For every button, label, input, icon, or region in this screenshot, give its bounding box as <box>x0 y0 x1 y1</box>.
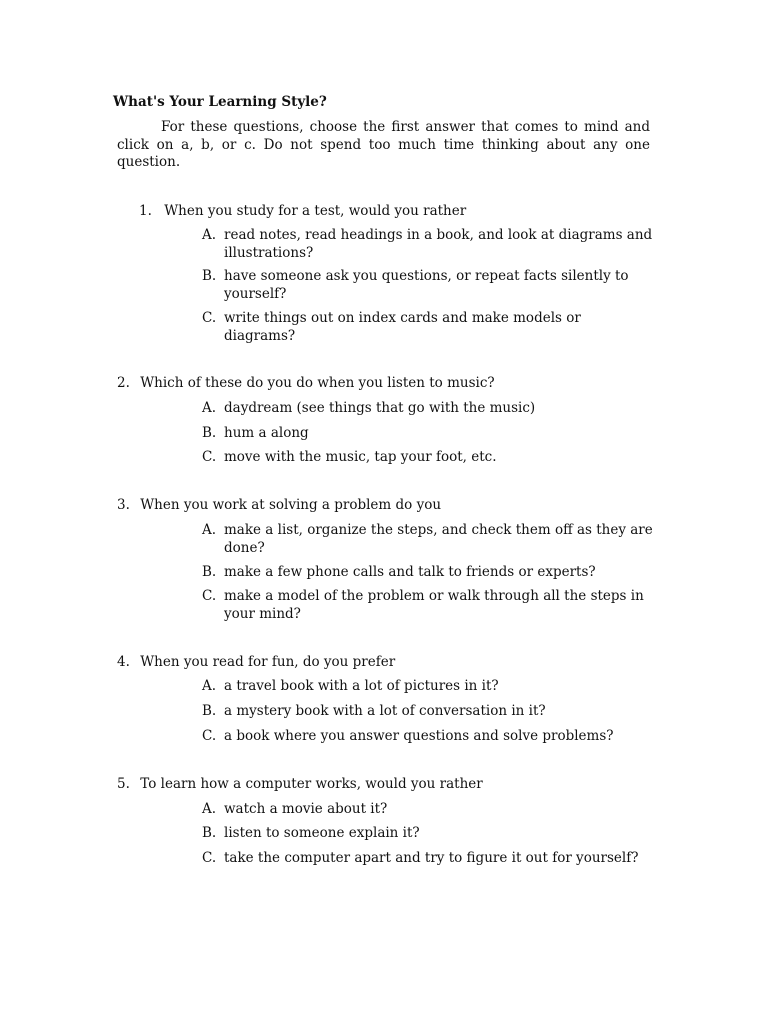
question-1-stem <box>139 203 466 221</box>
question-text: Which of these do you do when you listen to music? <box>140 375 495 391</box>
question-5-stem <box>117 776 483 794</box>
option-letter: A. <box>202 400 217 416</box>
question-4-stem <box>117 654 395 672</box>
option-letter: B. <box>202 268 217 284</box>
intro-paragraph: For these questions, choose the first answer that comes to mind and click on a, b, or c. Do not spend too much time thinking about any one question. <box>117 119 650 170</box>
question-number: 2. <box>117 375 130 391</box>
option-text: watch a movie about it? <box>224 801 388 817</box>
question-number: 3. <box>117 497 130 513</box>
option-letter: C. <box>202 310 217 326</box>
option-text: make a list, organize the steps, and check them off as they are done? <box>224 522 653 556</box>
option-letter: A. <box>202 227 217 243</box>
option-letter: A. <box>202 678 217 694</box>
option-letter: B. <box>202 703 217 719</box>
option-text: hum a along <box>224 425 309 441</box>
question-text: When you read for fun, do you prefer <box>140 654 396 670</box>
question-2-stem <box>117 375 495 393</box>
question-text: When you work at solving a problem do you <box>140 497 442 513</box>
question-text: When you study for a test, would you rather <box>164 203 467 219</box>
option-letter: C. <box>202 449 217 465</box>
option-letter: A. <box>202 801 217 817</box>
option-text: a mystery book with a lot of conversation in it? <box>224 703 546 719</box>
question-text: To learn how a computer works, would you rather <box>140 776 483 792</box>
question-number: 1. <box>139 203 152 219</box>
option-text: make a model of the problem or walk through all the steps in your mind? <box>224 588 644 622</box>
option-text: a travel book with a lot of pictures in it? <box>224 678 499 694</box>
option-text: read notes, read headings in a book, and look at diagrams and illustrations? <box>224 227 653 261</box>
option-letter: B. <box>202 564 217 580</box>
option-letter: B. <box>202 425 217 441</box>
option-letter: C. <box>202 728 217 744</box>
option-text: move with the music, tap your foot, etc. <box>224 449 497 465</box>
option-letter: B. <box>202 825 217 841</box>
option-text: write things out on index cards and make models or diagrams? <box>224 310 581 344</box>
question-number: 4. <box>117 654 130 670</box>
option-text: a book where you answer questions and solve problems? <box>224 728 614 744</box>
option-letter: A. <box>202 522 217 538</box>
question-3-stem <box>117 497 441 515</box>
option-letter: C. <box>202 588 217 604</box>
option-letter: C. <box>202 850 217 866</box>
question-number: 5. <box>117 776 130 792</box>
page-title: What's Your Learning Style? <box>113 94 327 110</box>
option-text: make a few phone calls and talk to friends or experts? <box>224 564 596 580</box>
option-text: daydream (see things that go with the music) <box>224 400 536 416</box>
option-text: listen to someone explain it? <box>224 825 420 841</box>
option-text: take the computer apart and try to figure it out for yourself? <box>224 850 639 866</box>
option-text: have someone ask you questions, or repeat facts silently to yourself? <box>224 268 629 302</box>
